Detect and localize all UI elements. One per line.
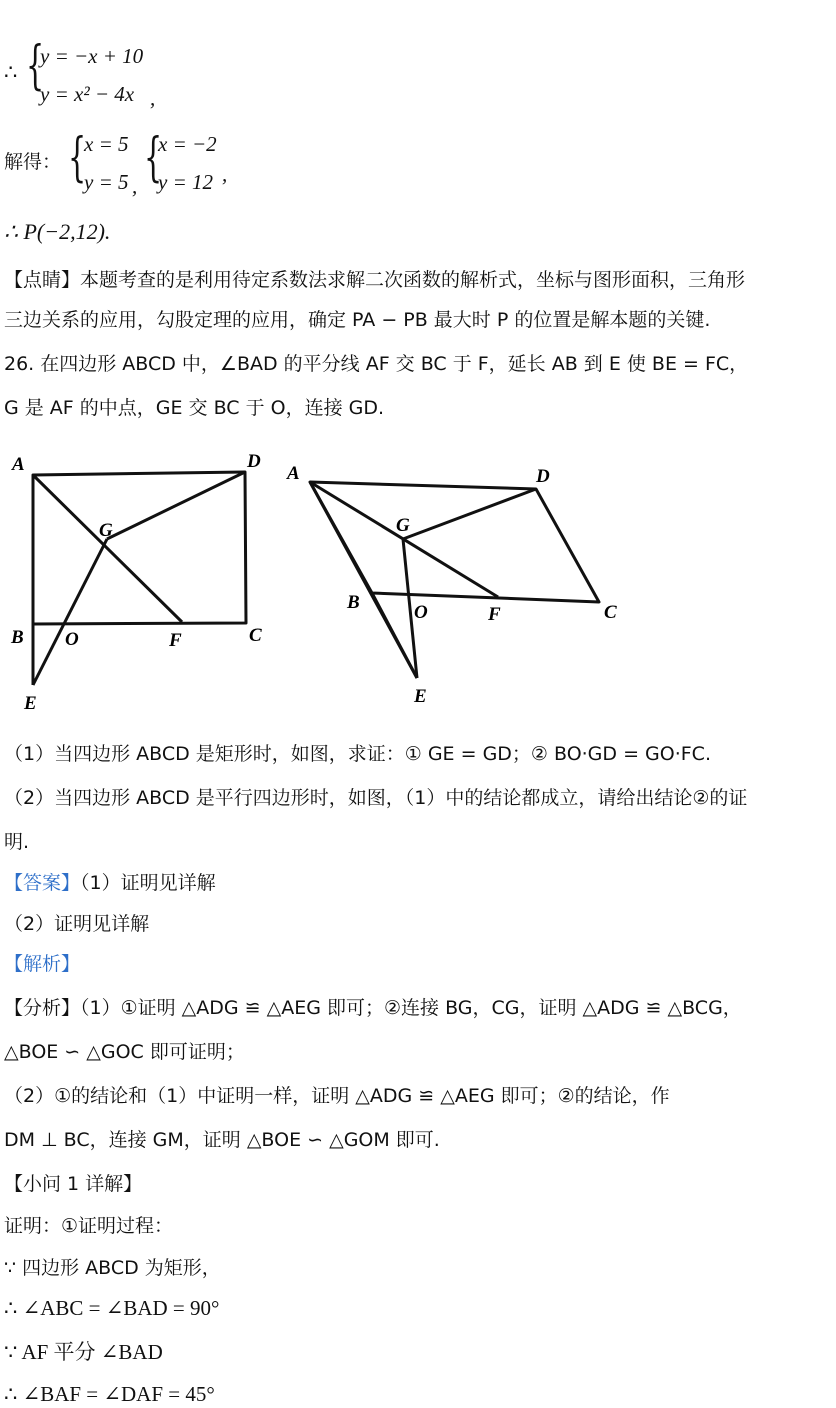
segment-gd [403,489,536,539]
detail-line-3: ∴ ∠ABC = ∠BAD = 90° [4,1296,220,1320]
label-f: F [169,630,182,651]
answer-2: （2）证明见详解 [4,913,150,935]
label-b: B [347,592,360,613]
parallelogram-abcd [310,482,599,602]
label-o: O [414,602,428,623]
label-a: A [287,463,300,484]
label-e: E [414,686,427,707]
answer-row [4,870,216,895]
detail-line-1: 证明：①证明过程： [4,1215,174,1237]
figure-parallelogram [280,450,630,710]
analysis-line-2: △BOE ∽ △GOC 即可证明； [4,1041,245,1063]
label-d: D [536,466,550,487]
segment-af [33,475,182,622]
left-brace-icon: { [26,36,45,96]
therefore-symbol: ∴ [4,60,18,84]
figure-rectangle [0,440,290,720]
left-brace-icon: { [144,128,163,188]
solution2-y: y = 12 [158,170,213,194]
equation-line: y = −x + 10 [40,44,144,68]
label-e: E [24,693,37,714]
analysis-tag: 【解析】 [4,953,81,975]
system-comma: , [150,86,156,110]
analysis-line-3: （2）①的结论和（1）中证明一样，证明 △ADG ≌ △AEG 即可；②的结论，作 [4,1085,670,1107]
label-c: C [604,602,617,623]
label-o: O [65,629,79,650]
label-g: G [396,515,410,536]
problem-line-1: 26. 在四边形 ABCD 中，∠BAD 的平分线 AF 交 BC 于 F，延长 AB 到 E 使 BE = FC， [4,353,749,375]
analysis-line-1: 【分析】（1）①证明 △ADG ≌ △AEG 即可；②连接 BG，CG，证明 △ADG ≌ △BCG， [4,997,742,1019]
label-g: G [99,520,113,541]
label-c: C [249,625,262,646]
solution2-x: x = −2 [158,132,217,156]
question-2-line-2: 明. [4,831,30,853]
problem-line-2: G 是 AF 的中点，GE 交 BC 于 O，连接 GD. [4,397,385,419]
label-d: D [247,451,261,472]
solution-end-comma: , [222,162,228,186]
answer-1: （1）证明见详解 [80,872,216,894]
detail-line-2: ∵ 四边形 ABCD 为矩形， [4,1257,221,1279]
comment-line-1: 【点睛】本题考查的是利用待定系数法求解二次函数的解析式，坐标与图形面积，三角形 [4,269,746,291]
rectangle-abcd [33,472,246,624]
left-brace-icon: { [68,128,87,188]
solution-separator: , [132,174,138,198]
segment-ge [33,539,107,685]
label-b: B [11,627,24,648]
label-f: F [488,604,501,625]
segment-gd [107,472,245,539]
point-result: ∴ P(−2,12). [4,219,111,244]
solution1-x: x = 5 [84,132,129,156]
detail-line-5: ∴ ∠BAF = ∠DAF = 45° [4,1382,215,1406]
question-1: （1）当四边形 ABCD 是矩形时，如图，求证：① GE = GD；② BO·GD = GO·FC. [4,743,711,765]
answer-tag: 【答案】 [4,872,81,894]
comment-line-2: 三边关系的应用，勾股定理的应用，确定 PA − PB 最大时 P 的位置是解本题的关键. [4,309,711,331]
solve-label: 解得： [4,151,62,173]
detail-header: 【小问 1 详解】 [4,1173,143,1195]
detail-line-4: ∵ AF 平分 ∠BAD [4,1340,163,1364]
equation-parabola: y = x² − 4x [40,82,135,106]
question-2-line-1: （2）当四边形 ABCD 是平行四边形时，如图，（1）中的结论都成立，请给出结论②的证 [4,787,748,809]
solution1-y: y = 5 [84,170,129,194]
analysis-line-4: DM ⊥ BC，连接 GM，证明 △BOE ∽ △GOM 即可. [4,1129,440,1151]
label-a: A [12,454,25,475]
